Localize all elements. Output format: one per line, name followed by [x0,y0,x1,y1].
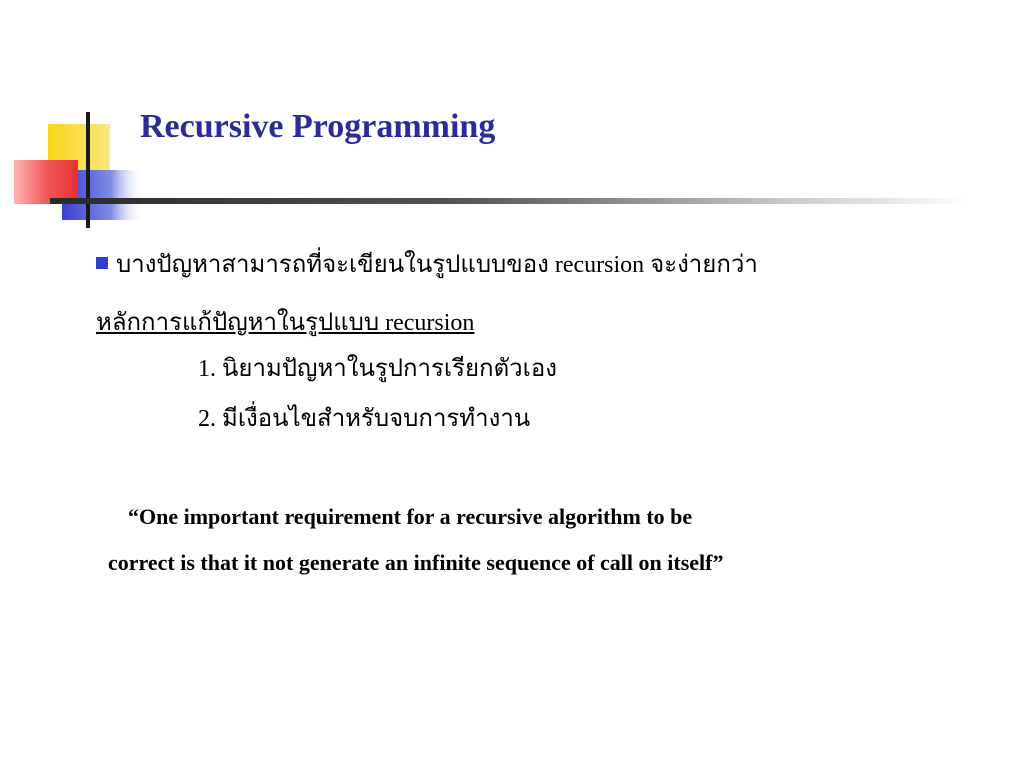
step-1: 1. นิยามปัญหาในรูปการเรียกตัวเอง [198,356,557,382]
quote-line-2: correct is that it not generate an infinite sequence of call on itself” [108,550,724,575]
quote-block [108,494,868,586]
title-underline-rule [50,198,970,204]
bullet-square-icon [96,257,108,269]
quote-line-1: “One important requirement for a recursive algorithm to be [128,504,693,529]
bullet-text: บางปัญหาสามารถที่จะเขียนในรูปแบบของ recursion จะง่ายกว่า [116,252,758,278]
step-2: 2. มีเงื่อนไขสำหรับจบการทำงาน [198,406,531,432]
section-heading: หลักการแก้ปัญหาในรูปแบบ recursion [96,310,475,336]
corner-decoration [0,0,160,240]
bullet-item [96,244,758,283]
slide-title: Recursive Programming [140,108,496,145]
